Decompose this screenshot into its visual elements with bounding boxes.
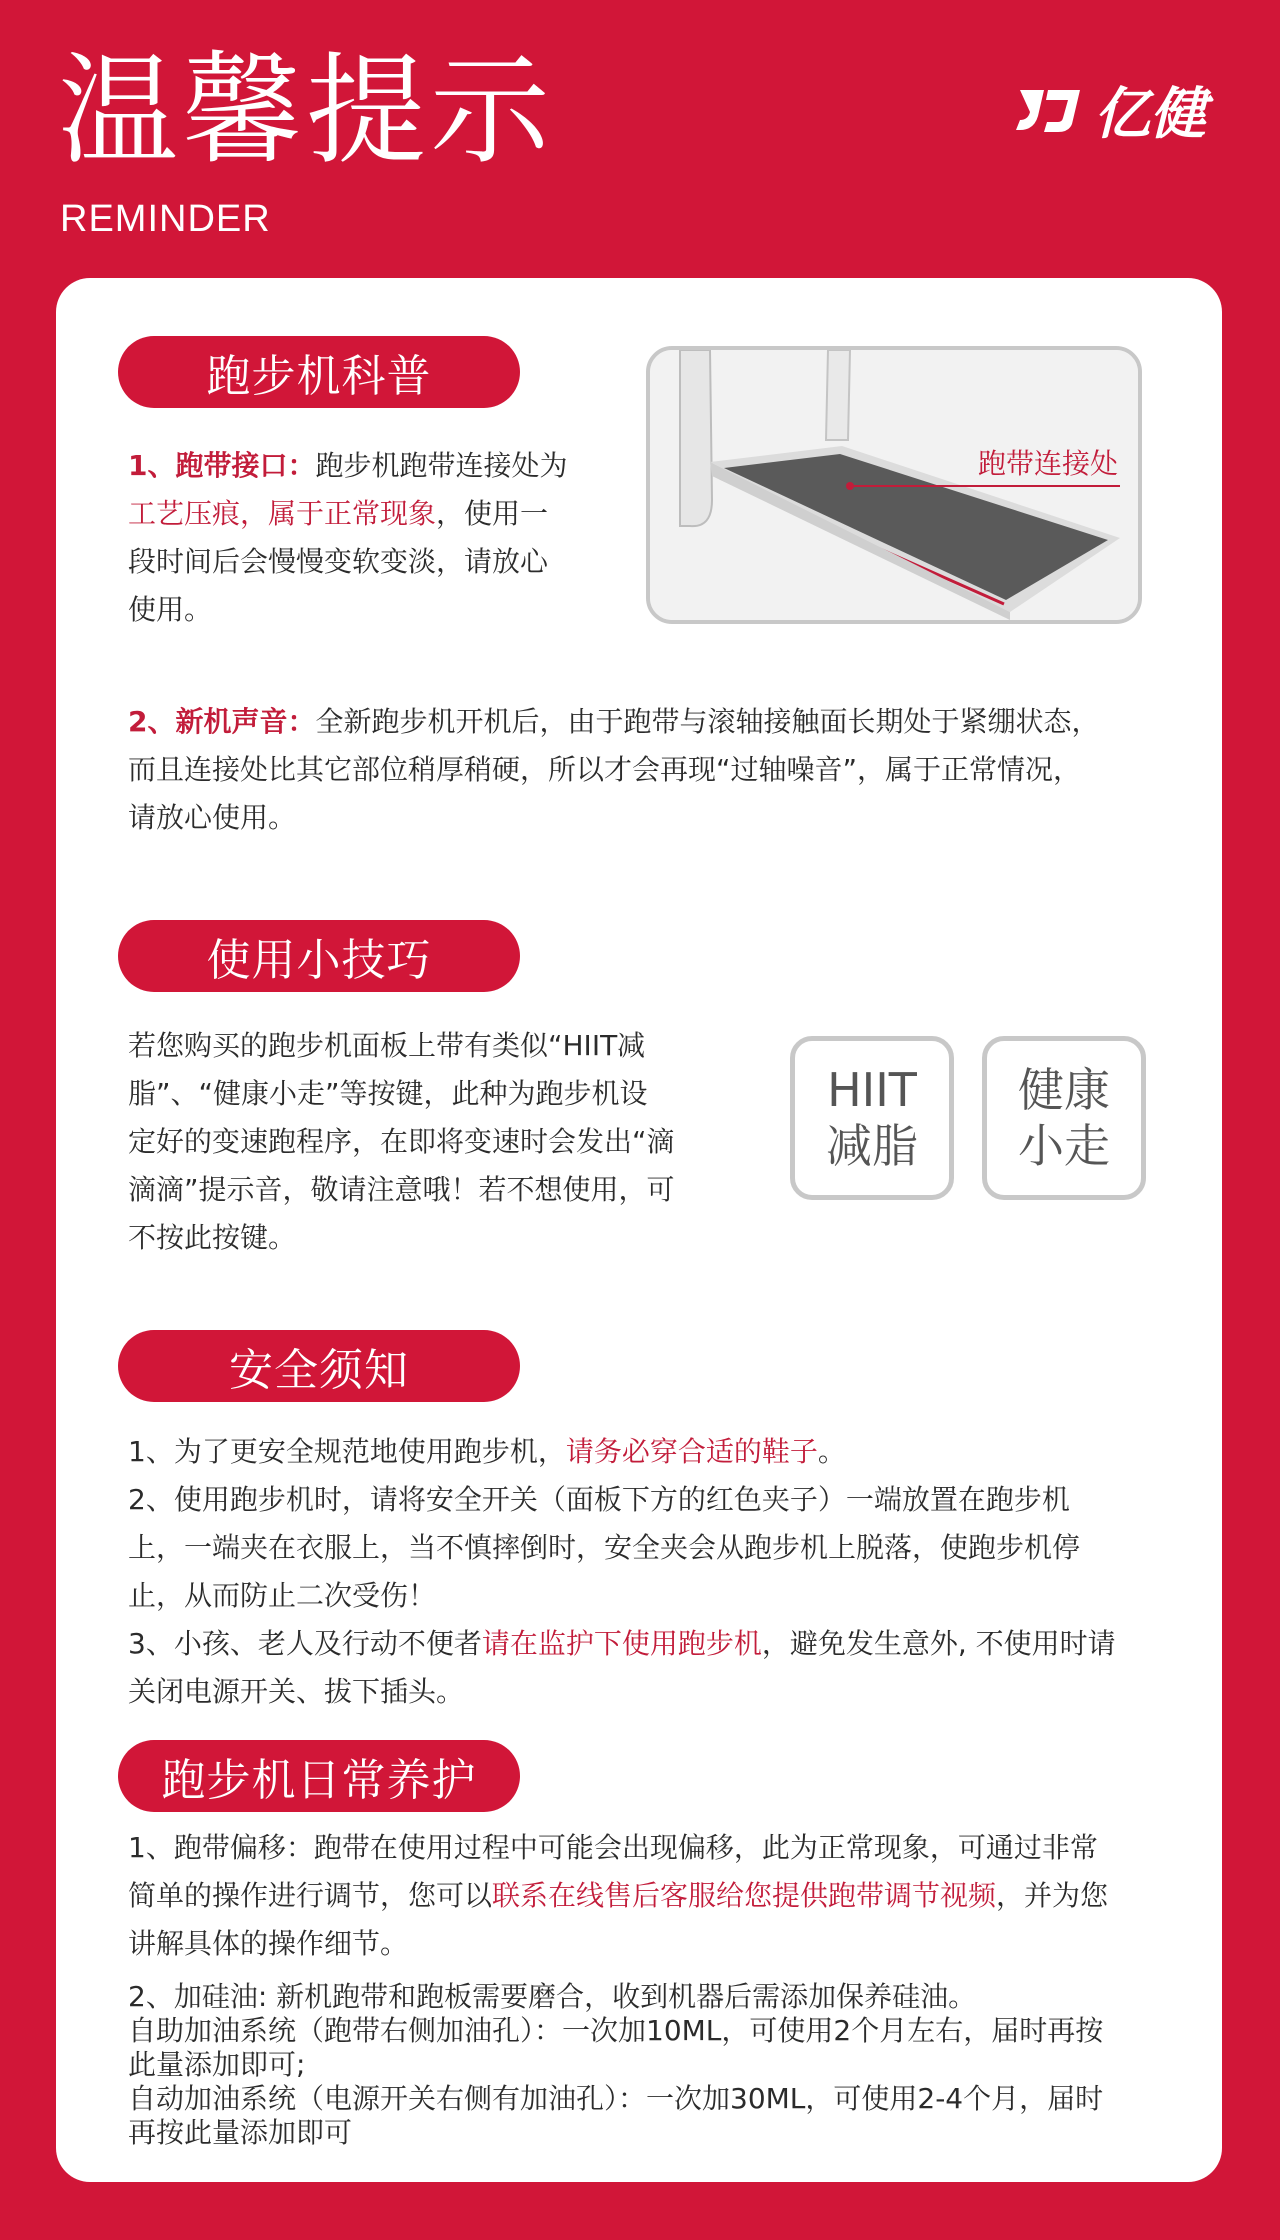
belt-joint-text: 跑步机跑带连接处为 <box>315 449 568 482</box>
healthy-walk-key <box>982 1036 1146 1200</box>
safety-item1-highlight: 请务必穿合适的鞋子 <box>565 1435 818 1468</box>
usage-tips-line: 定好的变速跑程序，在即将变速时会发出“滴 <box>128 1125 675 1158</box>
belt-joint-callout: 跑带连接处 <box>977 447 1118 480</box>
new-machine-sound-line1: 全新跑步机开机后，由于跑带与滚轴接触面长期处于紧绷状态， <box>315 705 1100 738</box>
belt-joint-item <box>128 442 608 634</box>
usage-tips-line: 滴滴”提示音，敬请注意哦！若不想使用，可 <box>128 1173 675 1206</box>
section-title-usage-tips: 使用小技巧 <box>118 920 520 992</box>
maintenance-item2-line: 此量添加即可; <box>128 2048 306 2081</box>
new-machine-sound-line2: 而且连接处比其它部位稍厚稍硬，所以才会再现“过轴噪音”，属于正常情况， <box>128 753 1082 786</box>
belt-joint-highlight: 工艺压痕，属于正常现象 <box>128 497 437 530</box>
belt-joint-line4: 使用。 <box>128 593 213 626</box>
safety-item2-line: 2、使用跑步机时，请将安全开关（面板下方的红色夹子）一端放置在跑步机 <box>128 1483 1070 1516</box>
safety-item3-line2: 关闭电源开关、拔下插头。 <box>128 1675 465 1708</box>
safety-item2-line: 止，从而防止二次受伤！ <box>128 1579 437 1612</box>
belt-joint-text-b: ，使用一 <box>436 497 549 530</box>
brand-name: 亿健 <box>1094 82 1206 147</box>
maintenance-item2-line: 自助加油系统（跑带右侧加油孔）：一次加10ML，可使用2个月左右，届时再按 <box>128 2014 1104 2047</box>
new-machine-sound-line3: 请放心使用。 <box>128 801 297 834</box>
brand-logo <box>1014 70 1206 150</box>
maintenance-belt-offset <box>128 1824 1198 1968</box>
safety-text <box>128 1428 1198 1716</box>
maintenance-item2-line: 2、加硅油: 新机跑带和跑板需要磨合，收到机器后需添加保养硅油。 <box>128 1980 977 2013</box>
section-title-treadmill-basics: 跑步机科普 <box>118 336 520 408</box>
usage-tips-line: 若您购买的跑步机面板上带有类似“HIIT减 <box>128 1029 646 1062</box>
hiit-key-line1: HIIT <box>827 1063 917 1117</box>
treadmill-illustration <box>650 350 1138 620</box>
maintenance-item1-end: ，并为您 <box>996 1879 1109 1912</box>
usage-tips-text <box>128 1022 758 1262</box>
safety-item3-highlight: 请在监护下使用跑步机 <box>481 1627 762 1660</box>
maintenance-item1-line3: 讲解具体的操作细节。 <box>128 1927 409 1960</box>
usage-tips-line: 不按此按键。 <box>128 1221 297 1254</box>
walk-key-line2: 小走 <box>1018 1119 1110 1173</box>
brand-mark-icon <box>1014 86 1084 134</box>
belt-joint-label: 1、跑带接口： <box>128 449 316 482</box>
maintenance-item1-highlight: 联系在线售后客服给您提供跑带调节视频 <box>492 1879 997 1912</box>
maintenance-silicone-oil <box>128 1980 1198 2150</box>
section-title-safety: 安全须知 <box>118 1330 520 1402</box>
maintenance-item2-line: 再按此量添加即可 <box>128 2116 353 2149</box>
safety-item3-text: 3、小孩、老人及行动不便者 <box>128 1627 482 1660</box>
safety-item1-end: 。 <box>817 1435 846 1468</box>
maintenance-item1-text: 简单的操作进行调节，您可以 <box>128 1879 493 1912</box>
hiit-key-line2: 减脂 <box>826 1119 918 1173</box>
safety-item3-text-b: ，避免发生意外, 不使用时请 <box>761 1627 1116 1660</box>
usage-tips-line: 脂”、“健康小走”等按键，此种为跑步机设 <box>128 1077 648 1110</box>
belt-joint-line3: 段时间后会慢慢变软变淡，请放心 <box>128 545 549 578</box>
hiit-fat-burn-key <box>790 1036 954 1200</box>
walk-key-line1: 健康 <box>1018 1063 1110 1117</box>
new-machine-sound-label: 2、新机声音： <box>128 705 316 738</box>
safety-item2-line: 上，一端夹在衣服上，当不慎摔倒时，安全夹会从跑步机上脱落，使跑步机停 <box>128 1531 1081 1564</box>
maintenance-item2-line: 自动加油系统（电源开关右侧有加油孔）：一次加30ML，可使用2-4个月，届时 <box>128 2082 1104 2115</box>
maintenance-item1-line1: 1、跑带偏移：跑带在使用过程中可能会出现偏移，此为正常现象，可通过非常 <box>128 1831 1098 1864</box>
safety-item1-text: 1、为了更安全规范地使用跑步机， <box>128 1435 566 1468</box>
section-title-maintenance: 跑步机日常养护 <box>118 1740 520 1812</box>
new-machine-sound-item <box>128 698 1188 842</box>
treadmill-photo <box>646 346 1142 624</box>
page-title: 温馨提示 <box>58 42 554 181</box>
page-subtitle: REMINDER <box>60 198 271 240</box>
